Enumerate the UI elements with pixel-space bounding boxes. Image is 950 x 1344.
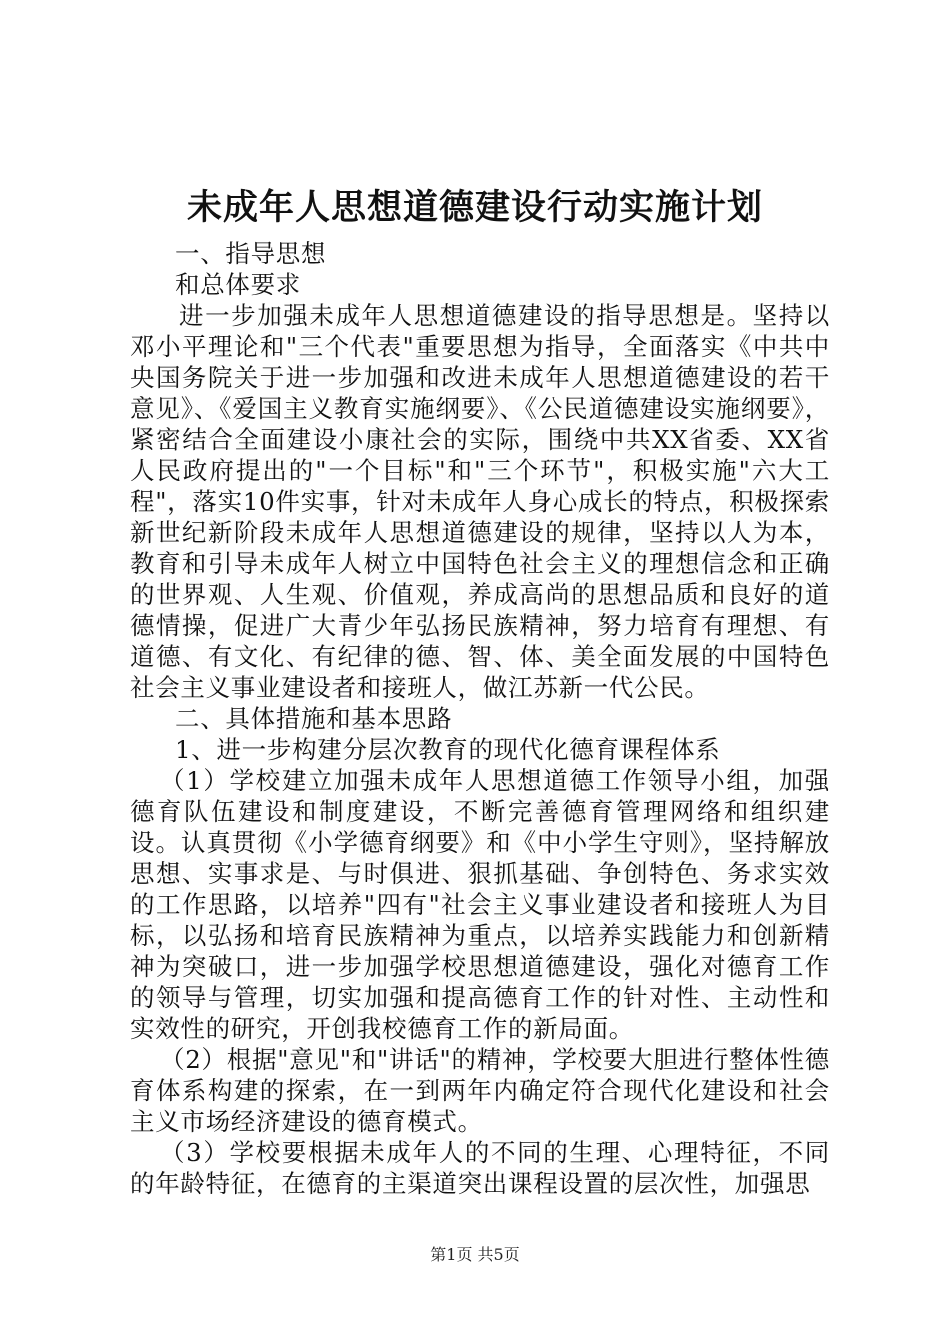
document-title: 未成年人思想道德建设行动实施计划 <box>186 187 763 228</box>
section-heading-continuation: 和总体要求 <box>175 270 301 299</box>
section-heading: 二、具体措施和基本思路 <box>175 704 453 733</box>
body-paragraph: （3）学校要根据未成年人的不同的生理、心理特征，不同的年龄特征，在德育的主渠道突出课程设置的层次性，加强思 <box>130 1138 830 1198</box>
page-number-footer: 第1页 共5页 <box>430 1245 520 1264</box>
body-paragraph: （1）学校建立加强未成年人思想道德工作领导小组，加强德育队伍建设和制度建设，不断完善德育管理网络和组织建设。认真贯彻《小学德育纲要》和《中小学生守则》，坚持解放思想、实事求是、与时俱进、狠抓基础、争创特色、务求实效的工作思路，以培养"四有"社会主义事业建设者和接班人为目标，以弘扬和培育民族精神为重点，以培养实践能力和创新精神为突破口，进一步加强学校思想道德建设，强化对德育工作的领导与管理，切实加强和提高德育工作的针对性、主动性和实效性的研究，开创我校德育工作的新局面。 <box>130 766 830 1043</box>
section-heading: 一、指导思想 <box>175 239 327 268</box>
document-body <box>130 238 830 1199</box>
body-paragraph: 进一步加强未成年人思想道德建设的指导思想是。坚持以邓小平理论和"三个代表"重要思想为指导，全面落实《中共中央国务院关于进一步加强和改进未成年人思想道德建设的若干意见》、《爱国主义教育实施纲要》、《公民道德建设实施纲要》，紧密结合全面建设小康社会的实际，围绕中共XX省委、XX省人民政府提出的"一个目标"和"三个环节"，积极实施"六大工程"，落实10件实事，针对未成年人身心成长的特点，积极探索新世纪新阶段未成年人思想道德建设的规律，坚持以人为本，教育和引导未成年人树立中国特色社会主义的理想信念和正确的世界观、人生观、价值观，养成高尚的思想品质和良好的道德情操，促进广大青少年弘扬民族精神，努力培育有理想、有道德、有文化、有纪律的德、智、体、美全面发展的中国特色社会主义事业建设者和接班人，做江苏新一代公民。 <box>130 301 830 702</box>
body-paragraph: （2）根据"意见"和"讲话"的精神，学校要大胆进行整体性德育体系构建的探索，在一到两年内确定符合现代化建设和社会主义市场经济建设的德育模式。 <box>130 1045 830 1136</box>
subsection-heading: 1、进一步构建分层次教育的现代化德育课程体系 <box>175 735 721 764</box>
